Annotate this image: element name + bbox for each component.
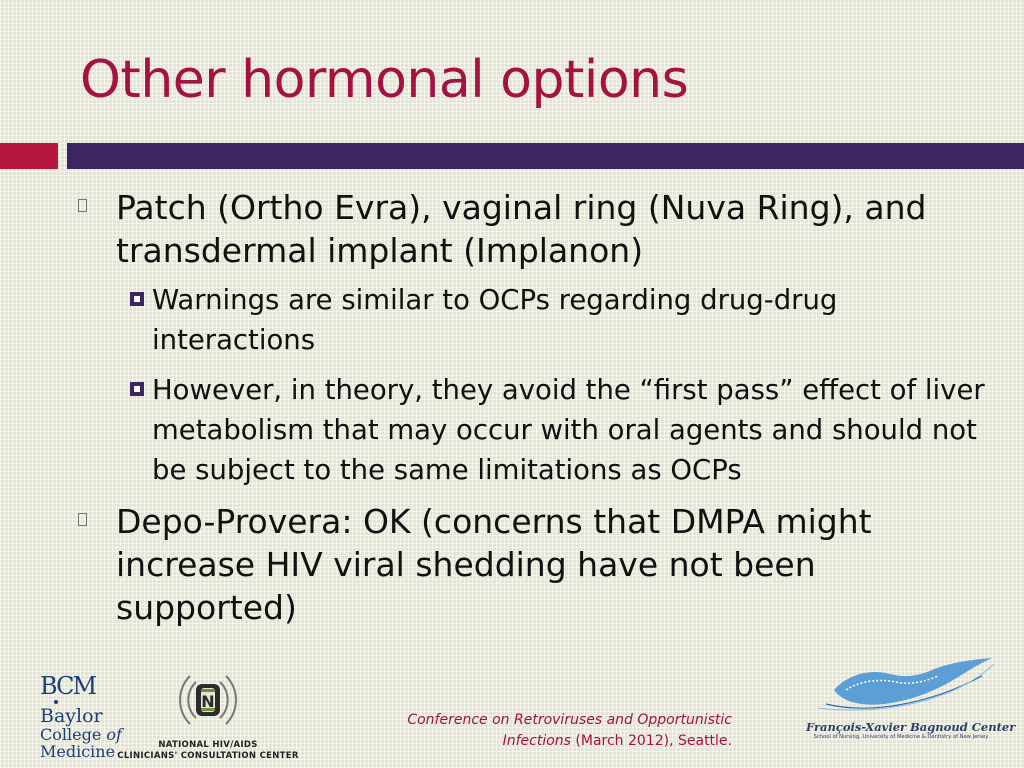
- bullet-text: Depo-Provera: OK (concerns that DMPA might increase HIV viral shedding have not been supported): [116, 502, 872, 627]
- slide-body: [78, 186, 998, 629]
- nccc-logo: [116, 660, 300, 762]
- bcm-logo: [40, 672, 122, 761]
- nccc-logo-letter: N: [201, 692, 215, 711]
- bcm-logo-dot: [54, 700, 58, 704]
- fxb-center-logo: [806, 656, 1016, 740]
- fxb-logo-name: François-Xavier Bagnoud Center: [806, 720, 1016, 734]
- nccc-logo-line2: CLINICIANS' CONSULTATION CENTER: [117, 751, 299, 761]
- slide-title: Other hormonal options: [80, 50, 689, 110]
- nccc-emblem-icon: [168, 660, 248, 740]
- citation-line2: Infections (March 2012), Seattle.: [502, 733, 732, 749]
- bullet-marker-icon: [78, 199, 87, 212]
- bcm-logo-line2: College of: [40, 725, 122, 744]
- bullet-marker-icon: [78, 513, 87, 526]
- title-band-red: [0, 143, 58, 169]
- sub-bullet-item: [130, 280, 998, 360]
- bullet-item: [78, 500, 998, 629]
- sub-bullet-text: However, in theory, they avoid the “first pass” effect of liver metabolism that may occur with oral agents and should not be subject to the same limitations as OCPs: [152, 374, 985, 486]
- nccc-logo-line1: NATIONAL HIV/AIDS: [158, 740, 258, 750]
- citation-line1: Conference on Retroviruses and Opportunistic: [407, 712, 732, 728]
- fxb-logo-subtitle: School of Nursing, University of Medicine & Dentistry of New Jersey: [813, 734, 989, 740]
- bullet-text: Patch (Ortho Evra), vaginal ring (Nuva Ring), and transdermal implant (Implanon): [116, 188, 927, 270]
- sub-bullet-item: [130, 370, 998, 490]
- fxb-swoosh-icon: [806, 656, 996, 712]
- title-band-purple: [67, 143, 1024, 169]
- square-bullet-icon: [130, 382, 144, 396]
- conference-citation: [407, 710, 732, 752]
- bcm-logo-line3: Medicine: [40, 742, 116, 761]
- bcm-logo-abbr: BCM: [40, 672, 96, 700]
- sub-bullet-text: Warnings are similar to OCPs regarding drug-drug interactions: [152, 284, 838, 356]
- bcm-logo-line1: Baylor: [40, 705, 103, 727]
- square-bullet-icon: [130, 292, 144, 306]
- bullet-item: [78, 186, 998, 272]
